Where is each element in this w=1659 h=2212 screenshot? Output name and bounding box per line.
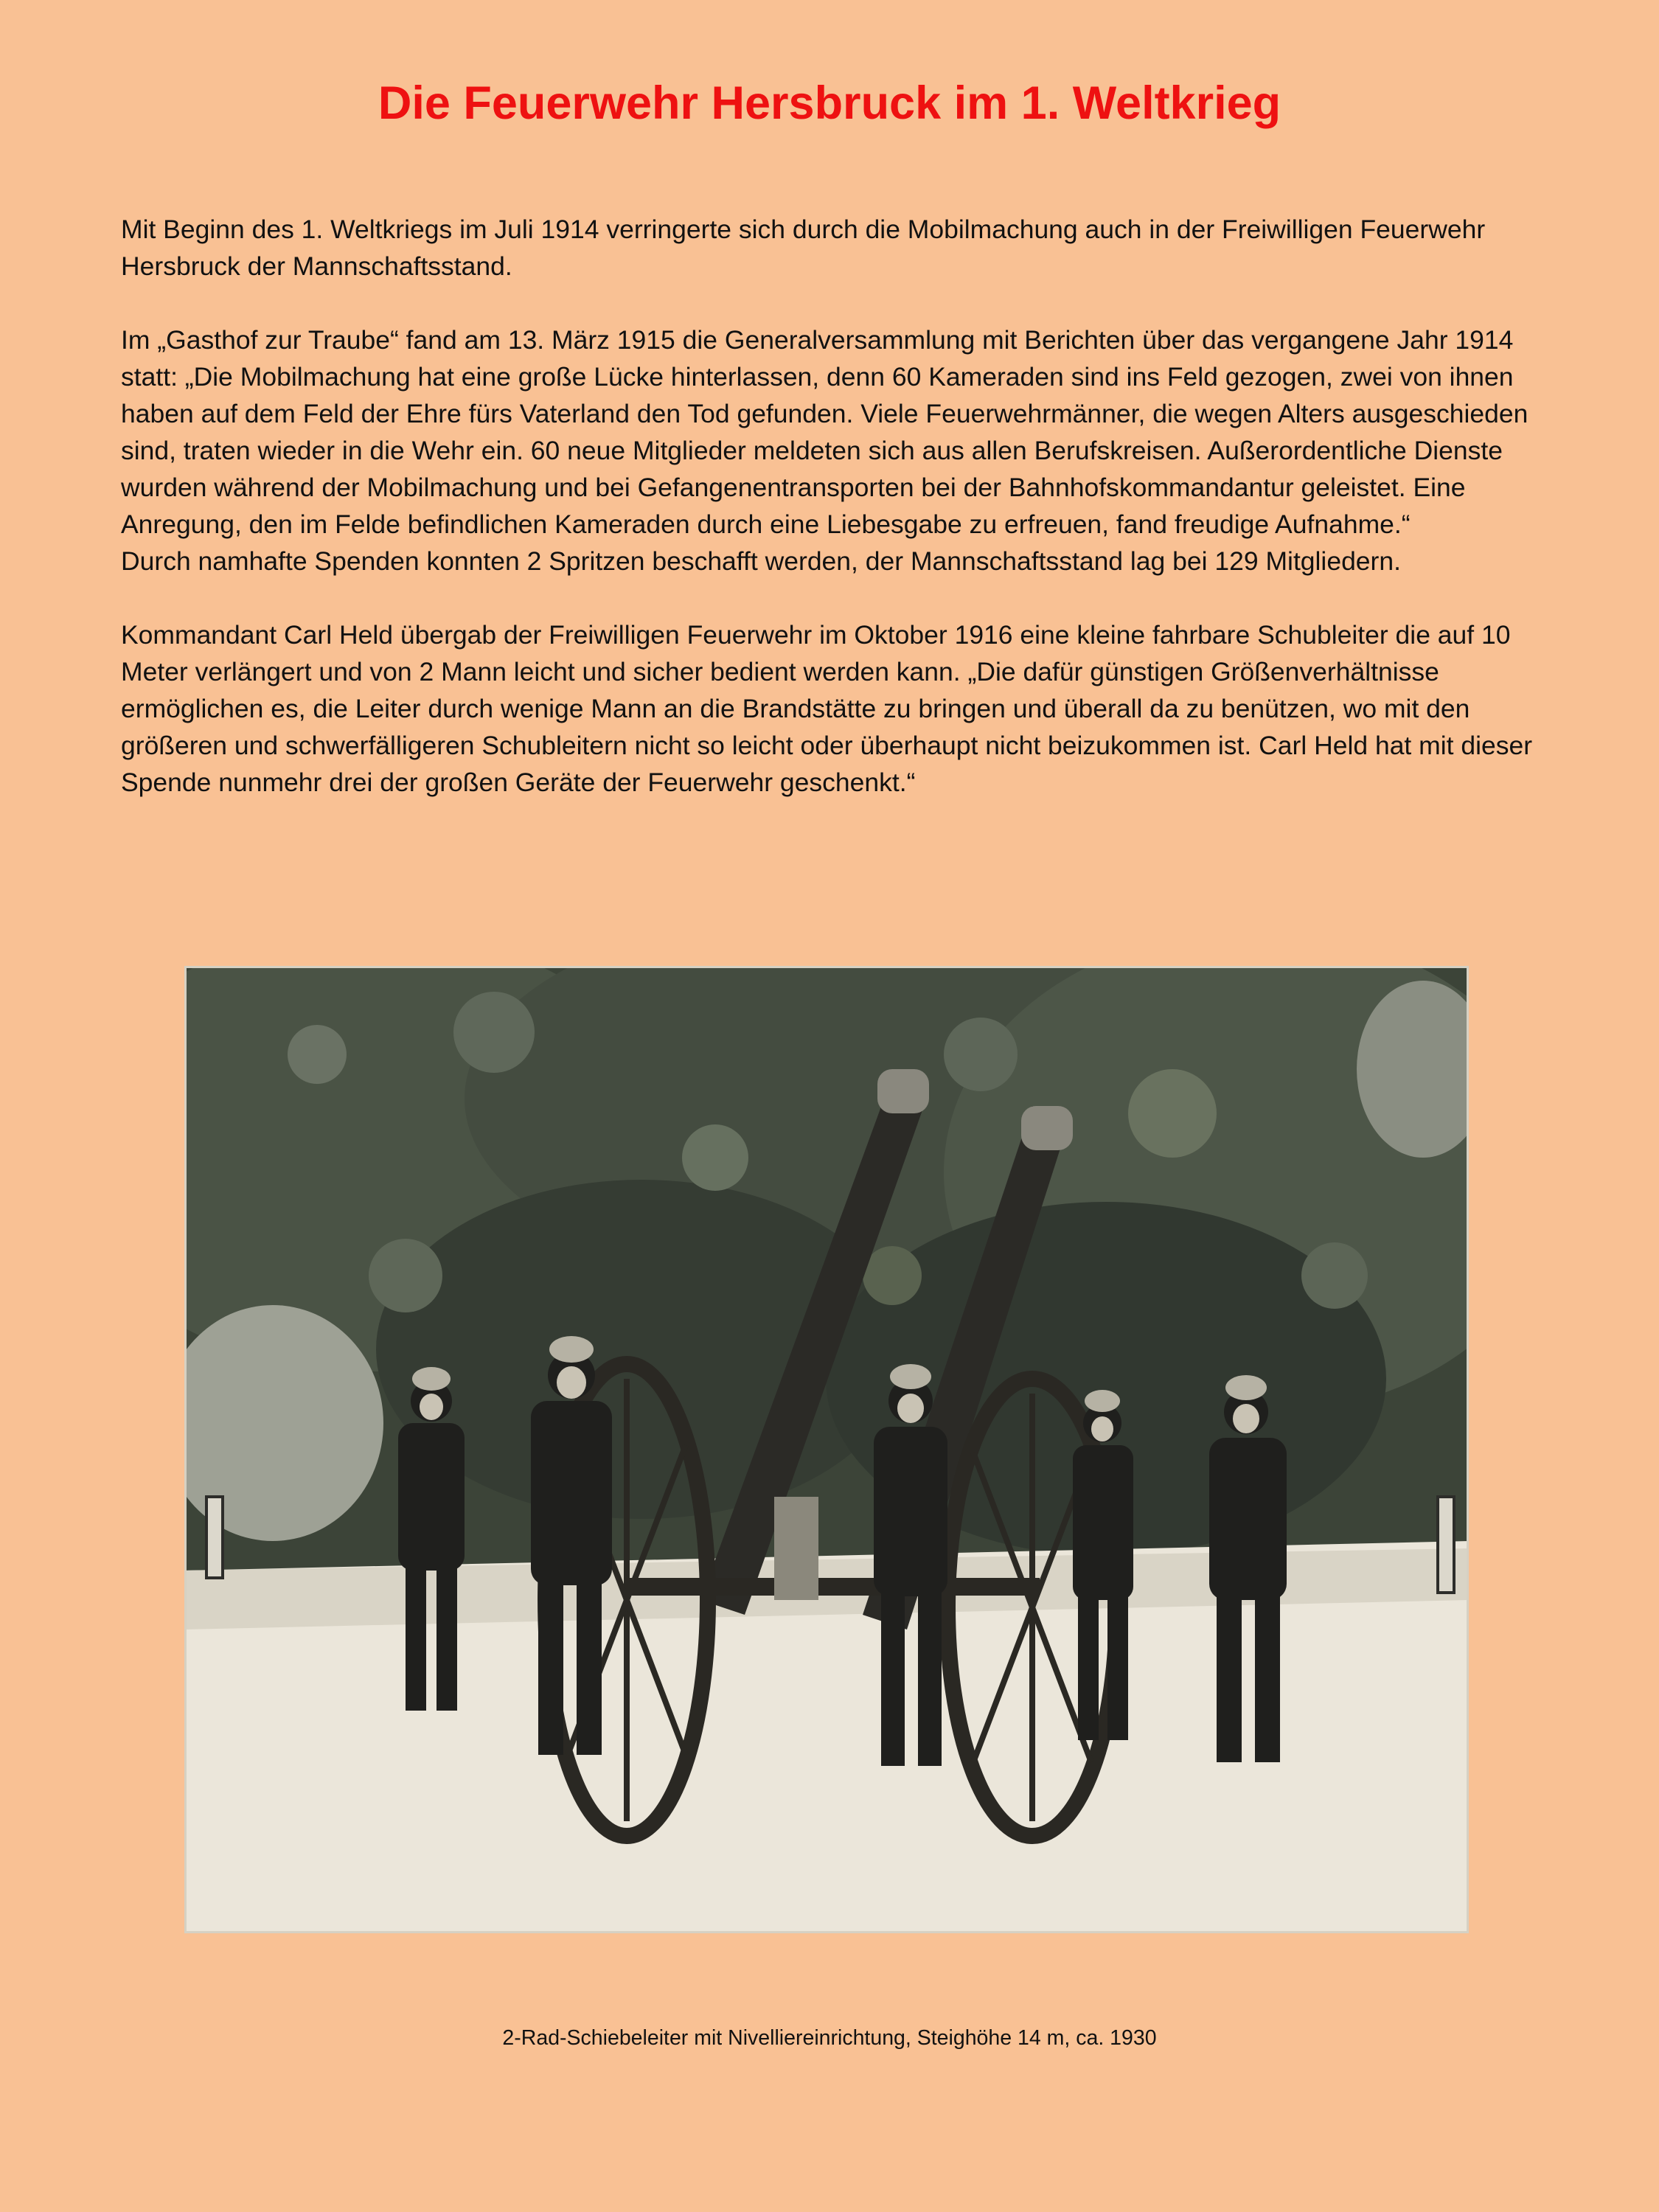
article-body (121, 211, 1559, 801)
paragraph-mobilization: Mit Beginn des 1. Weltkriegs im Juli 1914 verringerte sich durch die Mobilmachung auch in der Freiwilligen Feuerwehr Hersbruck der Mannschaftsstand. (121, 215, 1486, 281)
photo-caption: 2-Rad-Schiebeleiter mit Nivelliereinrichtung, Steighöhe 14 m, ca. 1930 (502, 2026, 1157, 2050)
paragraph-ladder-donation: Kommandant Carl Held übergab der Freiwilligen Feuerwehr im Oktober 1916 eine kleine fahrbare Schubleiter die auf 10 Meter verlängert und von 2 Mann leicht und sicher bedient werden kann. „Die dafür günstigen Größenverhältnisse ermöglichen es, die Leiter durch wenige Mann an die Brandstätte zu bringen und überall da zu benützen, wo mit den größeren und schwerfälligeren Schubleitern nicht so leicht oder überhaupt nicht beizukommen ist. Carl Held hat mit dieser Spende nunmehr drei der großen Geräte der Feuerwehr geschenkt.“ (121, 620, 1533, 797)
historical-photo (184, 966, 1469, 1933)
paragraph-general-assembly: Im „Gasthof zur Traube“ fand am 13. März 1915 die Generalversammlung mit Berichten über das vergangene Jahr 1914 statt: „Die Mobilmachung hat eine große Lücke hinterlassen, denn 60 Kameraden sind ins Feld gezogen, zwei von ihnen haben auf dem Feld der Ehre fürs Vaterland den Tod gefunden. Viele Feuerwehrmänner, die wegen Alters ausgeschieden sind, traten wieder in die Wehr ein. 60 neue Mitglieder meldeten sich aus allen Berufskreisen. Außerordentliche Dienste wurden während der Mobilmachung und bei Gefangenentransporten bei der Bahnhofskommandantur geleistet. Eine Anregung, den im Felde befindlichen Kameraden durch eine Liebesgabe zu erfreuen, fand freudige Aufnahme.“ (121, 325, 1528, 539)
paragraph-donations: Durch namhafte Spenden konnten 2 Spritzen beschafft werden, der Mannschaftsstand lag bei 129 Mitgliedern. (121, 546, 1401, 576)
page-title: Die Feuerwehr Hersbruck im 1. Weltkrieg (378, 77, 1281, 129)
